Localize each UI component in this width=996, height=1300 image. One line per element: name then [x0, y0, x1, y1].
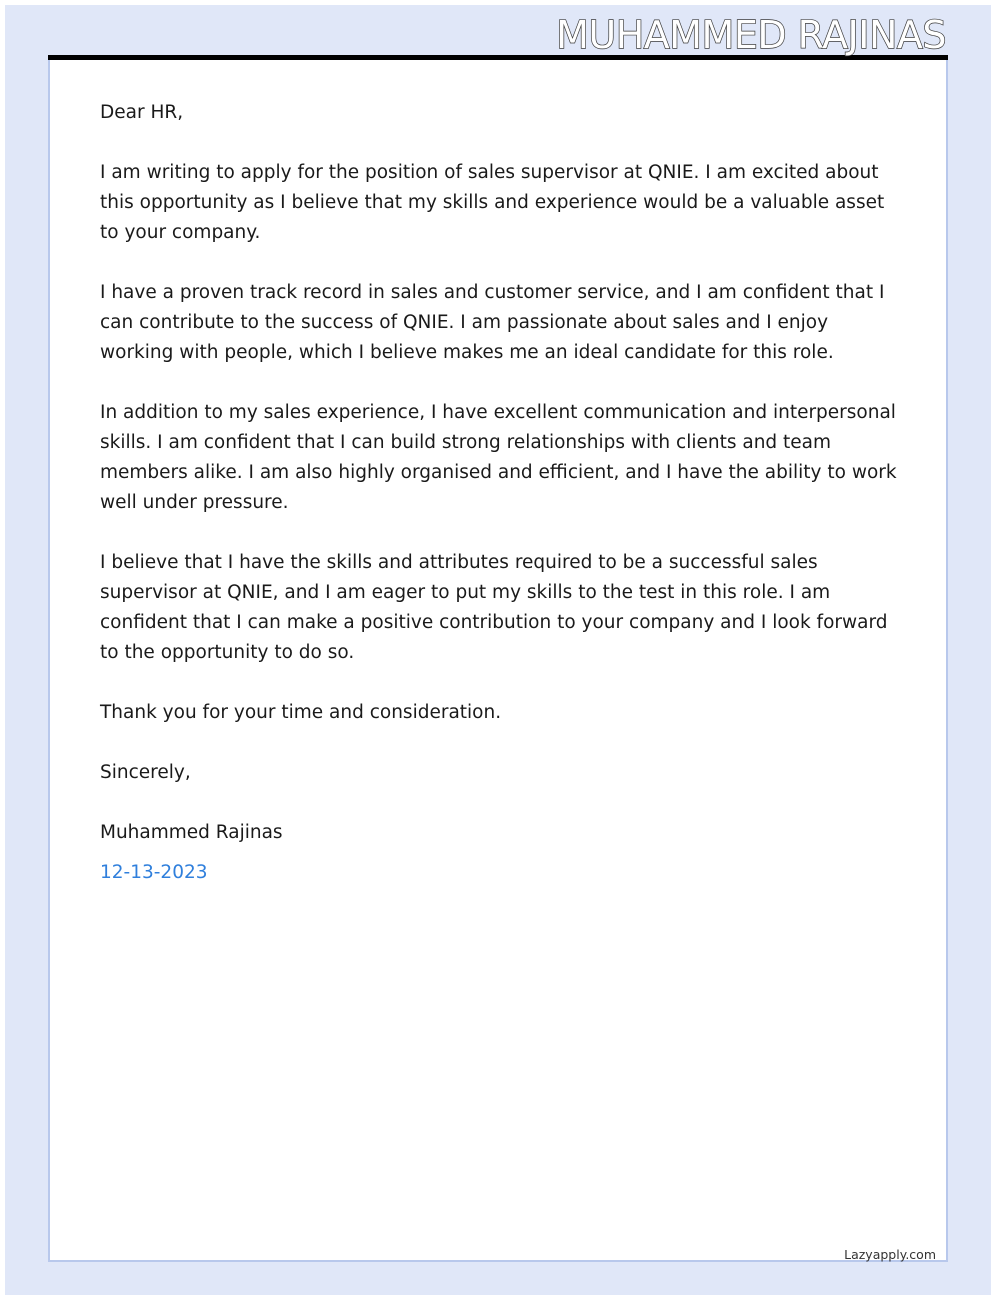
- letter-greeting: Dear HR,: [100, 102, 184, 123]
- letter-paragraph: I am writing to apply for the position of sales supervisor at QNIE. I am excited about this opportunity as I believe that my skills and experience would be a valuable asset to your company.: [100, 162, 885, 243]
- letter-paragraph: Thank you for your time and consideration.: [100, 702, 502, 723]
- letter-closing: Sincerely,: [100, 762, 191, 783]
- letter-paragraph: I have a proven track record in sales and customer service, and I am confident that I can contribute to the success of QNIE. I am passionate about sales and I enjoy working with people, which I believe makes me an ideal candidate for this role.: [100, 282, 885, 363]
- letter-paragraph: In addition to my sales experience, I have excellent communication and interpersonal skills. I am confident that I can build strong relationships with clients and team members alike. I am also highly organised and efficient, and I have the ability to work well under pressure.: [100, 402, 897, 513]
- letter-signature: Muhammed Rajinas: [100, 822, 283, 843]
- footer-credit: Lazyapply.com: [844, 1247, 936, 1262]
- letter-date: 12-13-2023: [100, 862, 208, 883]
- letter-paragraph: I believe that I have the skills and attributes required to be a successful sales supervisor at QNIE, and I am eager to put my skills to the test in this role. I am confident that I can make a positive contribution to your company and I look forward to the opportunity to do so.: [100, 552, 888, 663]
- letter-body: [100, 98, 900, 888]
- header-name: MUHAMMED RAJINAS: [556, 13, 946, 57]
